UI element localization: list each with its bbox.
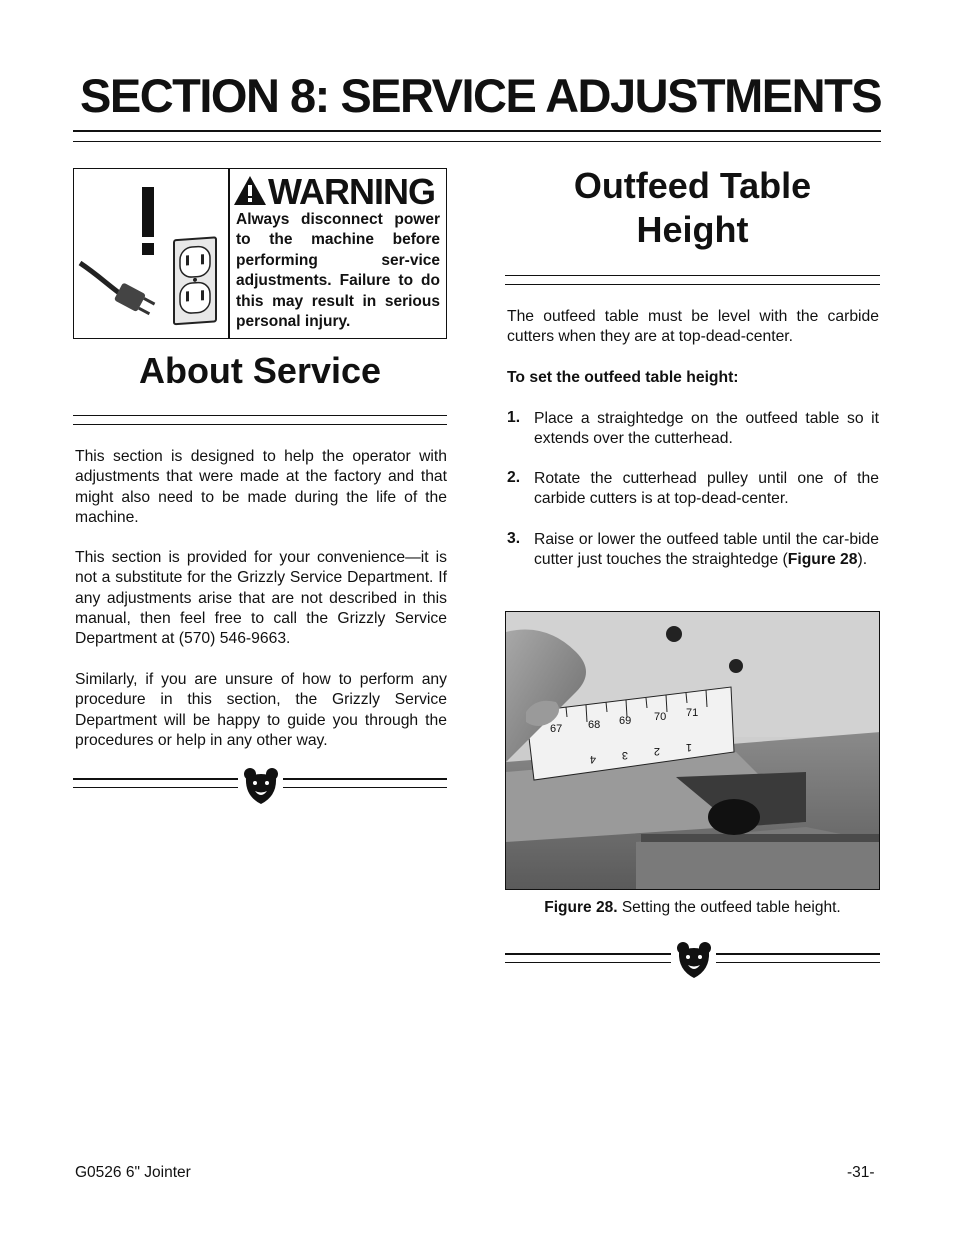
grizzly-bear-logo-icon: [241, 766, 281, 806]
step-2-text: Rotate the cutterhead pulley until one of the carbide cutters is at top-dead-center.: [534, 470, 879, 508]
figure-caption-text: Setting the outfeed table height.: [621, 899, 841, 916]
ruler-lower-mark-2: 2: [653, 745, 660, 757]
figure-label: Figure 28.: [544, 899, 618, 916]
figure-caption: [505, 899, 880, 917]
about-paragraph-3: Similarly, if you are unsure of how to perform any procedure in this section, the Grizzly Service Department will be happy to guide you through the procedures or help in any other way.: [75, 671, 447, 749]
about-paragraph-2: This section is provided for your convenience—it is not a substitute for the Grizzly Service Department. If any adjustments arise that are not described in this manual, then feel free to call the Grizzly Service Department at (570) 546-9663.: [75, 549, 447, 648]
outfeed-heading-line2: Height: [636, 209, 749, 250]
about-rule-1: [73, 415, 447, 416]
ruler-lower-mark-3: 3: [621, 749, 628, 761]
about-rule-2: [73, 424, 447, 425]
ruler-mark-68: 68: [588, 719, 601, 731]
ruler-mark-70: 70: [654, 711, 667, 723]
ruler-lower-mark-4: 4: [589, 753, 596, 765]
title-rule-top: [73, 130, 881, 132]
step-2-number: 2.: [507, 469, 521, 486]
step-1-number: 1.: [507, 409, 521, 426]
outfeed-intro: The outfeed table must be level with the carbide cutters when they are at top-dead-center.: [507, 308, 879, 346]
grizzly-bear-logo-icon: [674, 940, 714, 980]
section-title: SECTION 8: SERVICE ADJUSTMENTS: [80, 69, 882, 122]
outfeed-rule-1: [505, 275, 880, 276]
warning-triangle-icon: [233, 175, 267, 206]
ruler-lower-mark-1: 1: [685, 741, 692, 753]
ruler-mark-69: 69: [619, 715, 632, 727]
warning-heading: WARNING: [268, 171, 435, 212]
ruler-mark-71: 71: [686, 707, 699, 719]
warning-divider: [228, 169, 230, 338]
warning-text: Always disconnect power to the machine before performing ser-vice adjustments. Failure to do this may result in serious personal injury.: [236, 211, 440, 331]
title-rule-bottom: [73, 141, 881, 142]
procedure-title: To set the outfeed table height:: [507, 369, 739, 386]
figure-reference: Figure 28: [787, 551, 858, 569]
step-3-text: Raise or lower the outfeed table until the car-bide cutter just touches the straightedge (Figure 28).: [534, 531, 879, 569]
about-service-heading: About Service: [138, 350, 382, 391]
outfeed-heading-line1: Outfeed Table: [573, 165, 812, 206]
footer-model: G0526 6" Jointer: [75, 1164, 191, 1181]
ruler-mark-67: 67: [550, 723, 563, 735]
page-number: -31-: [847, 1164, 875, 1181]
step-3-number: 3.: [507, 530, 521, 547]
outfeed-rule-2: [505, 284, 880, 285]
figure-28-photo: [505, 611, 880, 890]
warning-box: [73, 168, 447, 339]
about-paragraph-1: This section is designed to help the operator with adjustments that were made at the factory and that might also need to be made during the life of the machine.: [75, 448, 447, 526]
step-1-text: Place a straightedge on the outfeed table so it extends over the cutterhead.: [534, 410, 879, 448]
electrical-plug-outlet-icon: [78, 175, 226, 333]
